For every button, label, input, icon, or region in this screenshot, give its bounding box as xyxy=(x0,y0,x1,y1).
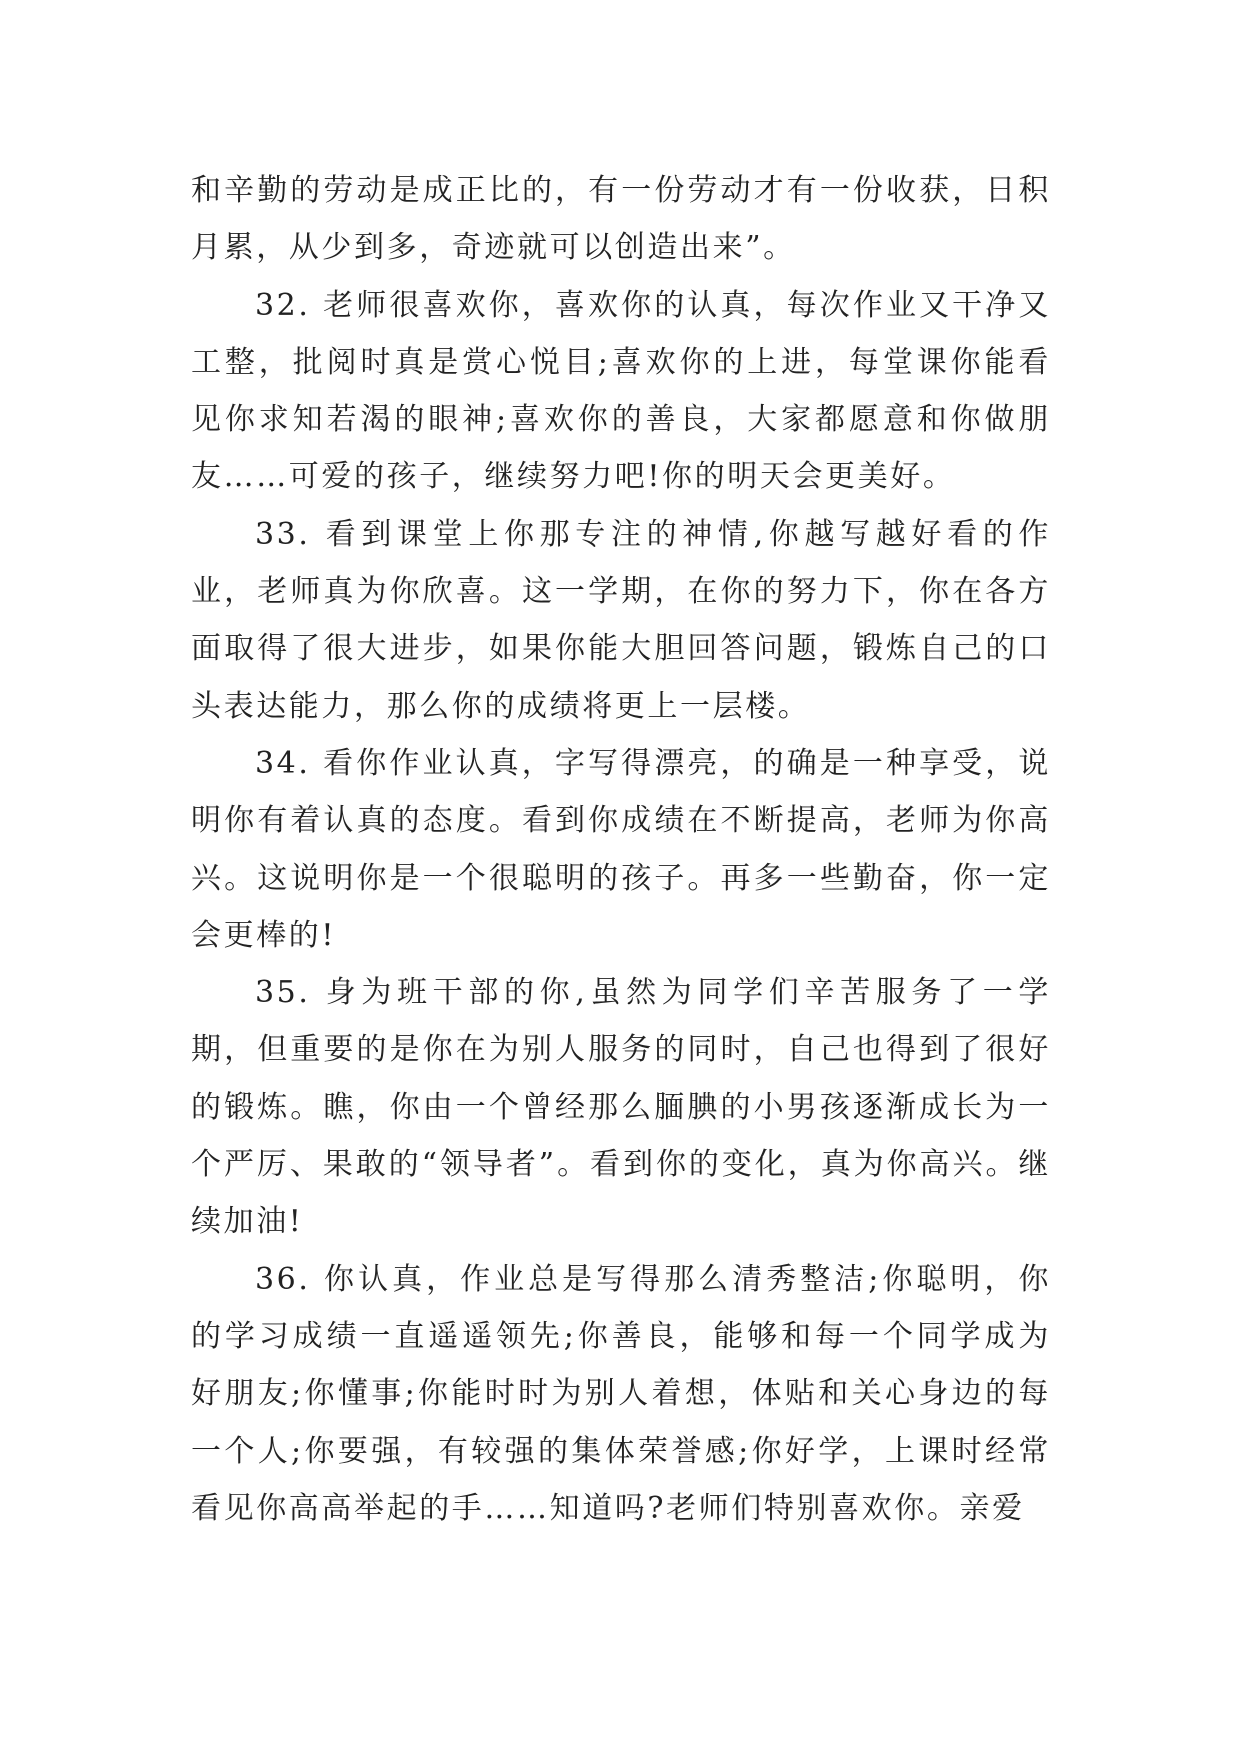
paragraph-36: 36. 你认真，作业总是写得那么清秀整洁;你聪明，你的学习成绩一直遥遥领先;你善良，能够和每一个同学成为好朋友;你懂事;你能时时为别人着想，体贴和关心身边的每一个人;你要强，有较强的集体荣誉感;你好学，上课时经常看见你高高举起的手……知道吗?老师们特别喜欢你。亲爱 xyxy=(191,1261,1051,1526)
paragraph-34: 34. 看你作业认真，字写得漂亮，的确是一种享受，说明你有着认真的态度。看到你成绩在不断提高，老师为你高兴。这说明你是一个很聪明的孩子。再多一些勤奋，你一定会更棒的! xyxy=(191,745,1051,953)
document-body xyxy=(191,162,1051,1537)
paragraph-33: 33. 看到课堂上你那专注的神情,你越写越好看的作业，老师真为你欣喜。这一学期，在你的努力下，你在各方面取得了很大进步，如果你能大胆回答问题，锻炼自己的口头表达能力，那么你的成绩将更上一层楼。 xyxy=(191,516,1051,724)
paragraph-32: 32. 老师很喜欢你，喜欢你的认真，每次作业又干净又工整，批阅时真是赏心悦目;喜欢你的上进，每堂课你能看见你求知若渴的眼神;喜欢你的善良，大家都愿意和你做朋友……可爱的孩子，继续努力吧!你的明天会更美好。 xyxy=(191,287,1051,495)
paragraph-continued: 和辛勤的劳动是成正比的，有一份劳动才有一份收获，日积月累，从少到多，奇迹就可以创造出来”。 xyxy=(191,173,1051,266)
paragraph-35: 35. 身为班干部的你,虽然为同学们辛苦服务了一学期，但重要的是你在为别人服务的同时，自己也得到了很好的锻炼。瞧，你由一个曾经那么腼腆的小男孩逐渐成长为一个严厉、果敢的“领导者”。看到你的变化，真为你高兴。继续加油! xyxy=(191,975,1051,1240)
